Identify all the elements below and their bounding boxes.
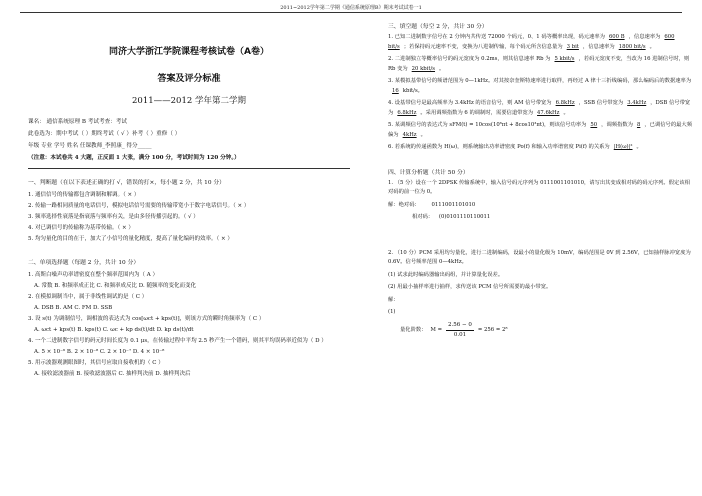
answer-blank: 6.8kHz <box>397 109 417 116</box>
calc-q2-solution-label: 解： <box>388 296 399 303</box>
judge-q2: 2. 传输一路相同质量的电话信号，模拟电话信号需要的传输带宽小于数字电话信号。（ × ） <box>28 203 250 209</box>
section-divider <box>28 168 350 169</box>
mc-q5-options: A. 接收滤波器前 B. 接收滤波器后 C. 抽样判决前 D. 抽样判决后 <box>34 371 191 377</box>
fill-q3: 3. 某模拟基带信号的频谱范围为 0—1kHz。对其按奈奎斯特速率进行取样，再经过 A 律十三折线编码，那么编码后的数据速率为16 kbit/s。 <box>388 78 692 94</box>
mc-q4-options: A. 5 × 10⁻⁶ B. 2 × 10⁻⁸ C. 2 × 10⁻⁷ D. 4 × 10⁻⁸ <box>34 349 165 355</box>
absolute-code: 0111001101010 <box>431 201 476 208</box>
calc-q2-part1: (1) 试求此时编码器输出码组，并计算量化误差。 <box>388 271 504 278</box>
answer-blank: 20 kbit/s <box>411 65 436 72</box>
section-3-heading: 三、填空题（每空 2 分，共计 30 分） <box>388 24 488 30</box>
mc-q2-options: A. DSB B. AM C. FM D. SSB <box>34 305 113 311</box>
answer-blank: |H(ω)|² <box>613 144 633 150</box>
fill-q5: 5. 某调频信号的表达式为 sFM(t) = 10cos(10⁶πt + 8cos10³πt)，则该信号功率为 50 ，调频指数为 8 ，已调信号的最大频偏为 4kHz 。 <box>388 122 693 138</box>
page-header: 2011~2012学年第二学期《通信系统原理B》期末考试试卷一1 <box>280 5 422 11</box>
calc-q2-part2: (2) 用最小抽样率进行抽样，求传送该 PCM 信号所需要的最小带宽。 <box>388 284 552 290</box>
mc-q3: 3. 设 s(t) 为调制信号，调相波的表达式为 cos[ωct + kps(t)]，则该方式的瞬时角频率为（ C ） <box>28 316 265 322</box>
answer-blank: 1800 bit/s <box>618 43 646 50</box>
judge-q5: 5. 均匀量化的目的在于，加大了小信号的量化精度，提高了量化编码的效率。（ × ） <box>28 236 233 242</box>
exam-nature-line: 此卷选为：期中考试（ ）期终考试（ √ ）补考（ ）重修（ ） <box>28 131 181 137</box>
course-line: 课名： 通信系统原理 B 考试考查：考试 <box>28 119 127 125</box>
section-4-heading: 四、计算分析题（共计 50 分） <box>388 169 469 176</box>
fill-q1: 1. 已知二进制数字信号在 2 分钟内共传送 72000 个码元，0、1 码等概率出现，码元速率为 600 B ，信息速率为 600 bit/s ；若保持码元速率不变，变换为八进制传输，每个码元所含信息量为 3 bit ，信息速率为 1800 bit/s 。 <box>388 34 675 50</box>
exam-title: 同济大学浙江学院课程考核试卷（A卷） <box>109 47 269 57</box>
header-divider <box>20 12 682 13</box>
answer-blank: 50 <box>590 122 598 128</box>
mc-q1-options: A. 常数 B. 和频率成正比 C. 和频率成反比 D. 随频率的变化而变化 <box>34 283 196 289</box>
calc-q1-answer-rel: 相对码： (0)0101110110011 <box>412 214 491 220</box>
fill-q2: 2. 二进制独立等概率信号的码元宽度为 0.2ms，则其信息速率 Rb 为 5 kbit/s ，若码元宽度不变，当改为 16 进制信号时，则 Rb 变为 20 kbit/s 。 <box>388 56 690 72</box>
exam-term: 2011——2012 学年第二学期 <box>132 96 246 106</box>
fill-q6: 6. 若系统的传递函数为 H(ω)，则系统输出功率谱密度 Po(f) 和输入功率谱密度 Pi(f) 的关系为 |H(ω)|² 。 <box>388 144 642 150</box>
answer-blank: 8 <box>636 122 641 128</box>
answer-blank: 600 B <box>608 34 625 40</box>
exam-note: （注意：本试卷共 4 大题，正反面 1 大张，满分 100 分，考试时间为 120 分钟。） <box>28 155 240 161</box>
mc-q2: 2. 在模拟调制当中，属于非线性调试的是（ C ） <box>28 294 148 300</box>
fill-q4: 4. 设基带信号是最高频率为 3.4kHz 的语音信号，则 AM 信号带宽为 6.8kHz ，SSB 信号带宽为 3.4kHz ，DSB 信号带宽为 6.8kHz 。采用调频指数为 6 的调制时，需要信道带宽为 47.6kHz 。 <box>388 100 691 116</box>
mc-q1: 1. 高斯白噪声功率谱密度在整个频率范围内为（ A ） <box>28 272 158 278</box>
exam-subtitle: 答案及评分标准 <box>157 74 221 84</box>
left-column <box>28 18 350 381</box>
mc-q4: 4. 一个二进制数字信号的码元时间长度为 0.1 μs，在传输过程中平均 2.5 秒产生一个错码，则其平均误码率近似为（ D ） <box>28 338 327 344</box>
calc-q1: 1. （5 分）设在一个 2DPSK 传输系统中，输入信号码元序列为 0111001101010，请写出其变成相对码的码元序列。假定该相对码的前一位为 0。 <box>388 179 690 195</box>
relative-code: (0)0101110110011 <box>438 214 491 220</box>
calc-q2: 2. （10 分）PCM 采用均匀量化，进行二进制编码，设最小的量化级为 10mV，编码范围是 0V 到 2.56V，已知抽样脉冲宽度为 0.6V。信号频率范围 0—4kHz。 <box>388 249 691 265</box>
section-1-heading: 一、判断题（在以下表述正确的打 √，错误的打×，每小题 2 分，共 10 分） <box>28 180 225 186</box>
mc-q5: 5. 用示波器观测眼图时，其信号应取自接收机的（ C ） <box>28 360 164 366</box>
calc-q1-answer-abs: 解：绝对码： 0111001101010 <box>388 201 476 208</box>
section-2-heading: 二、单项选择题（每题 2 分，共计 10 分） <box>28 260 140 266</box>
answer-blank: 5 kbit/s <box>554 56 575 62</box>
answer-blank: 3.4kHz <box>627 100 647 106</box>
answer-blank: 6.8kHz <box>555 100 575 106</box>
right-column <box>388 18 694 344</box>
judge-q3: 3. 频率选择性衰落是指衰落与频率有关，是由多径传播引起的。（ √ ） <box>28 214 199 220</box>
answer-blank: 47.6kHz <box>537 109 560 116</box>
student-info-line: 年级 专业 学号 姓名 任课教师_李照康_ 得分_____ <box>28 143 152 149</box>
equation-fraction: $\frac{2.56 - 0}{0.01}$ <box>448 321 472 338</box>
judge-q1: 1. 通信信号的传输都包含调制和解调。（ × ） <box>28 192 140 198</box>
answer-blank: 600 bit/s <box>388 34 675 50</box>
answer-blank: 16 <box>392 87 399 94</box>
calc-q2-solution-part1: (1) <box>388 309 396 315</box>
judge-q4: 4. 对已调信号的传输称为基带传输。（ × ） <box>28 225 134 231</box>
mc-q3-options: A. ωct + kps(t) B. kps(t) C. ωc + kp ds(t)/dt D. kp ds(t)/dt <box>34 327 194 333</box>
quantization-equation: 量化阶数： M = $\frac{2.56 - 0}{0.01}$ = 256 = 2⁸ <box>388 321 694 341</box>
answer-blank: 4kHz <box>402 131 417 138</box>
answer-blank: 3 bit <box>566 43 579 50</box>
